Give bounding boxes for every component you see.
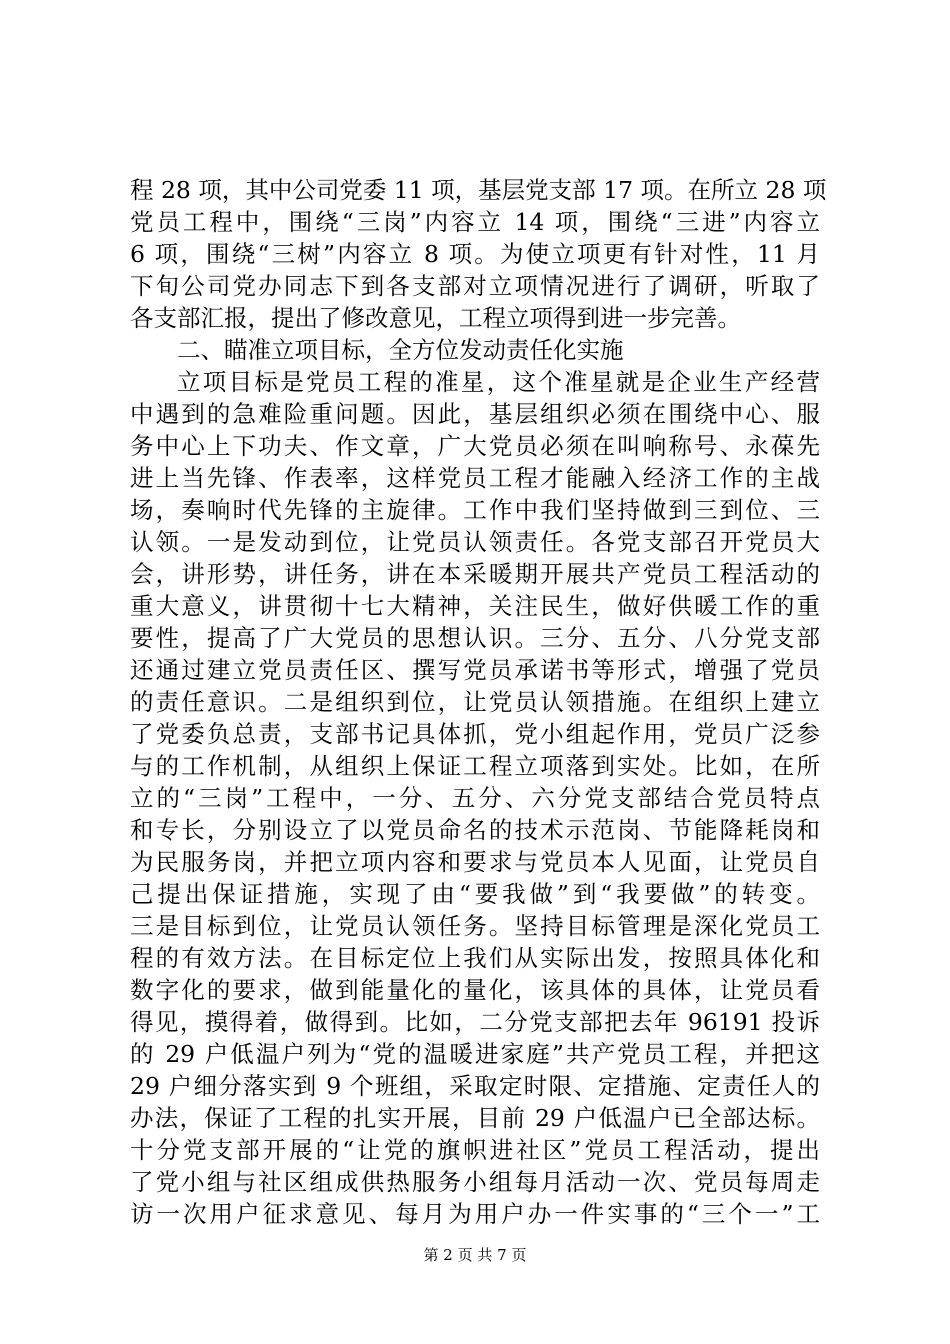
text-line: 党员工程中，围绕“三岗”内容立 14 项，围绕“三进”内容立 (130, 208, 820, 236)
text-line: 三是目标到位，让党员认领任务。坚持目标管理是深化党员工 (130, 912, 820, 940)
text-line: 为民服务岗，并把立项内容和要求与党员本人见面，让党员自 (130, 848, 820, 876)
text-line: 各支部汇报，提出了修改意见，工程立项得到进一步完善。 (130, 304, 741, 332)
text-line: 中遇到的急难险重问题。因此，基层组织必须在围绕中心、服 (130, 400, 820, 428)
text-line: 6 项，围绕“三树”内容立 8 项。为使立项更有针对性，11 月 (130, 240, 820, 268)
text-line: 务中心上下功夫、作文章，广大党员必须在叫响称号、永葆先 (130, 432, 820, 460)
text-line: 下旬公司党办同志下到各支部对立项情况进行了调研，听取了 (130, 272, 820, 300)
text-line: 重大意义，讲贯彻十七大精神，关注民生，做好供暖工作的重 (130, 592, 820, 620)
text-line: 立的“三岗”工程中，一分、五分、六分党支部结合党员特点 (130, 784, 820, 812)
text-line: 场，奏响时代先锋的主旋律。工作中我们坚持做到三到位、三 (130, 496, 820, 524)
text-line: 29 户细分落实到 9 个班组，采取定时限、定措施、定责任人的 (130, 1072, 820, 1100)
text-line: 与的工作机制，从组织上保证工程立项落到实处。比如，在所 (130, 752, 820, 780)
text-line: 和专长，分别设立了以党员命名的技术示范岗、节能降耗岗和 (130, 816, 820, 844)
text-line: 还通过建立党员责任区、撰写党员承诺书等形式，增强了党员 (130, 656, 820, 684)
text-line: 得见，摸得着，做得到。比如，二分党支部把去年 96191 投诉 (130, 1008, 820, 1036)
text-line: 程 28 项，其中公司党委 11 项，基层党支部 17 项。在所立 28 项 (130, 176, 827, 204)
page-footer: 第 2 页 共 7 页 (423, 1246, 527, 1264)
text-line: 认领。一是发动到位，让党员认领责任。各党支部召开党员大 (130, 528, 820, 556)
text-line: 程的有效方法。在目标定位上我们从实际出发，按照具体化和 (130, 944, 820, 972)
text-line: 的责任意识。二是组织到位，让党员认领措施。在组织上建立 (130, 688, 820, 716)
text-line: 立项目标是党员工程的准星，这个准星就是企业生产经营 (177, 368, 820, 396)
text-line: 的 29 户低温户列为“党的温暖进家庭”共产党员工程，并把这 (130, 1040, 820, 1068)
text-line: 办法，保证了工程的扎实开展，目前 29 户低温户已全部达标。 (130, 1104, 820, 1132)
text-line: 访一次用户征求意见、每月为用户办一件实事的“三个一”工 (130, 1200, 820, 1228)
text-line: 了党委负总责，支部书记具体抓，党小组起作用，党员广泛参 (130, 720, 820, 748)
text-line: 数字化的要求，做到能量化的量化，该具体的具体，让党员看 (130, 976, 820, 1004)
text-line: 了党小组与社区组成供热服务小组每月活动一次、党员每周走 (130, 1168, 820, 1196)
text-line: 进上当先锋、作表率，这样党员工程才能融入经济工作的主战 (130, 464, 820, 492)
section-heading: 二、瞄准立项目标，全方位发动责任化实施 (177, 336, 624, 364)
text-line: 要性，提高了广大党员的思想认识。三分、五分、八分党支部 (130, 624, 820, 652)
text-line: 会，讲形势，讲任务，讲在本采暖期开展共产党员工程活动的 (130, 560, 820, 588)
text-line: 己提出保证措施，实现了由“要我做”到“我要做”的转变。 (130, 880, 820, 908)
text-line: 十分党支部开展的“让党的旗帜进社区”党员工程活动，提出 (130, 1136, 820, 1164)
document-body (130, 174, 827, 1230)
